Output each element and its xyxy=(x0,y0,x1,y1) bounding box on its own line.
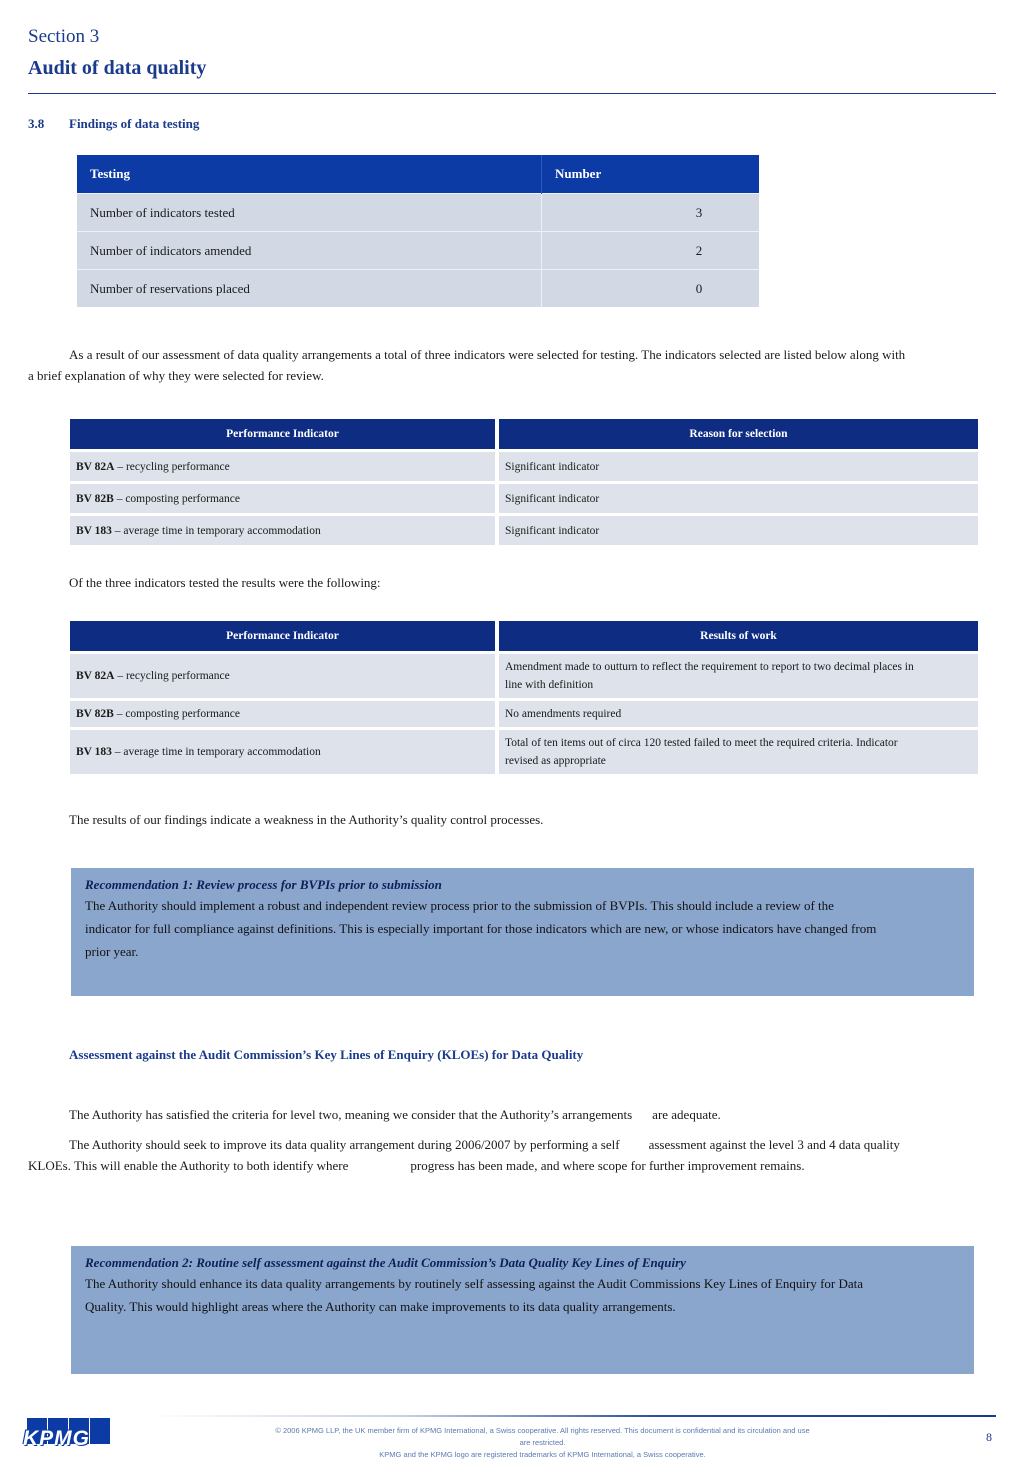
table-cell xyxy=(70,484,495,513)
footer-line: are restricted. xyxy=(519,1438,566,1447)
table-cell xyxy=(70,701,495,727)
footer-legal xyxy=(260,1425,825,1461)
indicator-code: BV 183 xyxy=(76,524,112,537)
table-row xyxy=(70,484,978,513)
paragraph-line: a brief explanation of why they were selected for review. xyxy=(28,368,324,383)
footer-divider xyxy=(150,1415,996,1417)
kloe-paragraph-1 xyxy=(69,1104,721,1125)
table-header: Performance Indicator xyxy=(70,419,495,449)
indicator-desc: – recycling performance xyxy=(114,670,230,682)
recommendation-box xyxy=(71,868,974,996)
table-header: Testing xyxy=(77,155,542,194)
result-line: Total of ten items out of circa 120 tested failed to meet the required criteria. Indicator xyxy=(505,737,898,749)
testing-table xyxy=(77,155,759,307)
table-header: Results of work xyxy=(499,621,978,651)
recommendation-line: The Authority should enhance its data quality arrangements by routinely self assessing against the Audit Commissions Key Lines of Enquiry for Data xyxy=(85,1276,864,1291)
paragraph-text: assessment against the level 3 and 4 data quality xyxy=(648,1137,900,1152)
indicator-code: BV 82A xyxy=(76,460,115,473)
subsection-heading xyxy=(28,116,199,132)
section-title: Audit of data quality xyxy=(28,57,207,79)
table-cell: 2 xyxy=(542,232,760,270)
paragraph-text: The Authority has satisfied the criteria for level two, meaning we consider that the Authority’s arrangements xyxy=(69,1107,633,1122)
indicator-desc: – composting performance xyxy=(113,492,240,505)
table-cell xyxy=(70,516,495,545)
intro-paragraph xyxy=(28,344,1008,386)
table-cell xyxy=(70,730,495,774)
table-row xyxy=(70,452,978,481)
selection-table xyxy=(66,416,982,548)
table-header-row xyxy=(70,621,978,651)
table-cell: Significant indicator xyxy=(499,516,978,545)
result-line: line with definition xyxy=(505,679,594,691)
table-row xyxy=(77,270,759,308)
table-cell: Significant indicator xyxy=(499,452,978,481)
recommendation-box xyxy=(71,1246,974,1374)
indicator-desc: – average time in temporary accommodation xyxy=(111,746,321,758)
recommendation-line: The Authority should implement a robust and independent review process prior to the submission of BVPIs. This should include a review of the xyxy=(85,898,834,913)
results-table xyxy=(66,618,982,777)
table-cell xyxy=(499,654,978,698)
recommendation-body xyxy=(85,894,960,963)
table-row xyxy=(70,654,978,698)
table-cell xyxy=(70,452,495,481)
results-intro: Of the three indicators tested the results were the following: xyxy=(69,575,381,590)
paragraph-line: As a result of our assessment of data quality arrangements a total of three indicators were selected for testing. The indicators selected are listed below along with xyxy=(69,347,906,362)
indicator-code: BV 183 xyxy=(76,746,112,758)
table-cell: Number of reservations placed xyxy=(77,270,542,308)
footer-line: KPMG and the KPMG logo are registered trademarks of KPMG International, a Swiss cooperative. xyxy=(379,1450,706,1459)
table-cell: No amendments required xyxy=(499,701,978,727)
table-cell: Number of indicators tested xyxy=(77,194,542,232)
table-header-row xyxy=(70,419,978,449)
indicator-desc: – recycling performance xyxy=(114,460,230,473)
table-header: Number xyxy=(542,155,760,194)
indicator-desc: – average time in temporary accommodation xyxy=(111,524,321,537)
table-cell xyxy=(499,730,978,774)
header-divider xyxy=(28,93,996,94)
paragraph-text: are adequate. xyxy=(652,1107,721,1122)
indicator-code: BV 82B xyxy=(76,708,114,720)
paragraph-text: KLOEs. This will enable the Authority to both identify where xyxy=(28,1158,349,1173)
subsection-number: 3.8 xyxy=(28,116,45,131)
paragraph-line xyxy=(28,1155,1003,1176)
kloe-paragraph-2 xyxy=(28,1134,1003,1176)
recommendation-title: Recommendation 2: Routine self assessment against the Audit Commission’s Data Quality Key Lines of Enquiry xyxy=(85,1255,686,1270)
section-label: Section 3 xyxy=(28,26,100,47)
recommendation-line: prior year. xyxy=(85,944,139,959)
result-line: Amendment made to outturn to reflect the requirement to report to two decimal places in xyxy=(505,661,914,673)
table-row xyxy=(70,701,978,727)
table-row xyxy=(77,232,759,270)
recommendation-line: Quality. This would highlight areas where the Authority can make improvements to its data quality arrangements. xyxy=(85,1299,676,1314)
table-cell: Significant indicator xyxy=(499,484,978,513)
recommendation-line: indicator for full compliance against definitions. This is especially important for those indicators which are new, or whose indicators have changed from xyxy=(85,921,877,936)
table-row xyxy=(70,730,978,774)
recommendation-title: Recommendation 1: Review process for BVPIs prior to submission xyxy=(85,877,442,892)
table-cell: 0 xyxy=(542,270,760,308)
table-header: Reason for selection xyxy=(499,419,978,449)
kpmg-logo xyxy=(23,1418,111,1452)
findings-paragraph: The results of our findings indicate a weakness in the Authority’s quality control processes. xyxy=(69,812,544,827)
paragraph-line xyxy=(28,1134,1003,1155)
indicator-code: BV 82A xyxy=(76,670,115,682)
table-row xyxy=(70,516,978,545)
indicator-desc: – composting performance xyxy=(113,708,240,720)
result-line: revised as appropriate xyxy=(505,755,606,767)
footer-line: © 2006 KPMG LLP, the UK member firm of KPMG International, a Swiss cooperative. All rights reserved. This document is confidential and its circulation and use xyxy=(275,1426,810,1435)
kloe-heading: Assessment against the Audit Commission’s Key Lines of Enquiry (KLOEs) for Data Quality xyxy=(69,1047,584,1062)
table-cell: 3 xyxy=(542,194,760,232)
indicator-code: BV 82B xyxy=(76,492,114,505)
subsection-title: Findings of data testing xyxy=(69,116,200,131)
table-header-row xyxy=(77,155,759,194)
paragraph-text: progress has been made, and where scope for further improvement remains. xyxy=(410,1158,805,1173)
table-cell xyxy=(70,654,495,698)
logo-text: KPMG xyxy=(23,1427,90,1450)
table-header: Performance Indicator xyxy=(70,621,495,651)
paragraph-text: The Authority should seek to improve its data quality arrangement during 2006/2007 by performing a self xyxy=(69,1137,620,1152)
table-row xyxy=(77,194,759,232)
recommendation-body xyxy=(85,1272,960,1318)
table-cell: Number of indicators amended xyxy=(77,232,542,270)
page-number: 8 xyxy=(986,1430,992,1444)
